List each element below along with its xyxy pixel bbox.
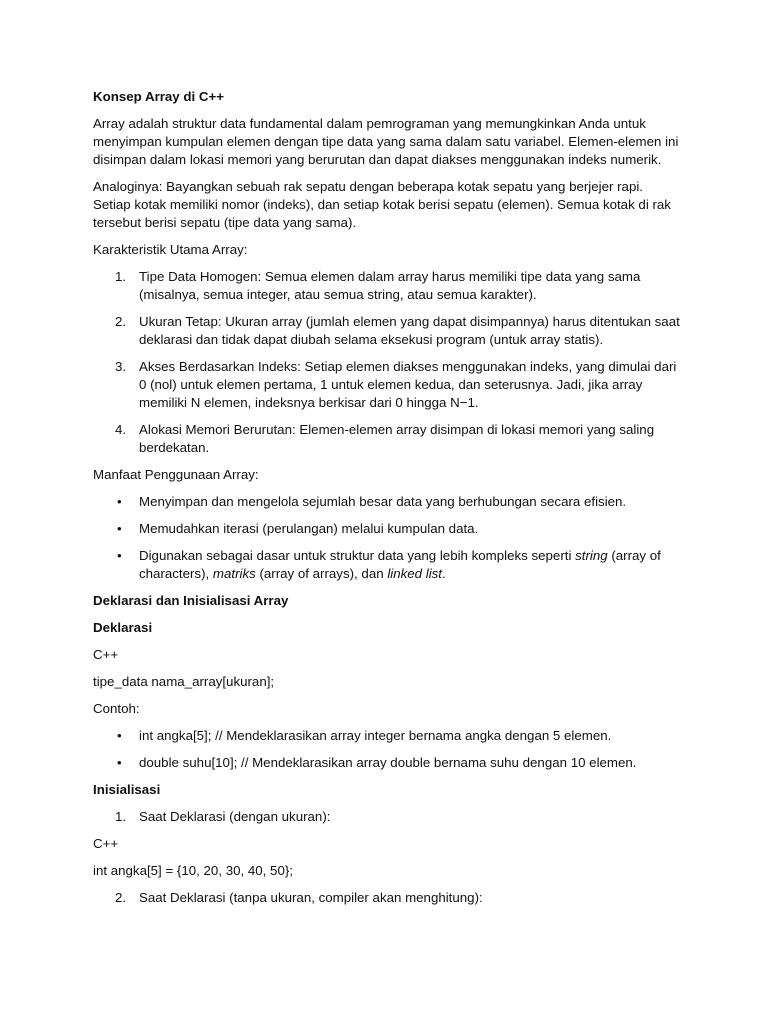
list-item (93, 808, 683, 826)
benefits-heading: Manfaat Penggunaan Array: (93, 467, 259, 482)
code-language-label: C++ (93, 647, 119, 662)
text-run: Digunakan sebagai dasar untuk struktur data yang lebih kompleks seperti (139, 548, 576, 563)
italic-term: string (575, 548, 608, 563)
list-item-text: Akses Berdasarkan Indeks: Setiap elemen diakses menggunakan indeks, yang dimulai dari 0 (nol) untuk elemen pertama, 1 untuk elemen kedua, dan seterusnya. Jadi, jika array memiliki N elemen, indeksnya berkisar dari 0 hingga N−1. (139, 359, 677, 410)
list-item (93, 313, 683, 349)
italic-term: matriks (212, 566, 256, 581)
intro-paragraph: Array adalah struktur data fundamental dalam pemrograman yang memungkinkan Anda untuk menyimpan kumpulan elemen dengan tipe data yang sama dalam satu variabel. Elemen-elemen ini disimpan dalam lokasi memori yang berurutan dan dapat diakses menggunakan indeks numerik. (93, 116, 679, 167)
bullet-icon: • (117, 755, 122, 770)
init-list-1 (93, 808, 683, 826)
subsection-heading: Inisialisasi (93, 782, 161, 797)
list-item (93, 493, 683, 511)
list-number: 3. (115, 359, 127, 374)
list-item-text: int angka[5]; // Mendeklarasikan array integer bernama angka dengan 5 elemen. (139, 728, 612, 743)
list-item (93, 520, 683, 538)
example-label: Contoh: (93, 701, 140, 716)
list-item (93, 889, 683, 907)
text-run: (array of characters), (139, 548, 661, 581)
bullet-icon: • (117, 494, 122, 509)
list-item-text: Tipe Data Homogen: Semua elemen dalam array harus memiliki tipe data yang sama (misalnya, semua integer, atau semua string, atau semua karakter). (139, 269, 641, 302)
list-item (93, 268, 683, 304)
bullet-icon: • (117, 548, 122, 563)
list-item-text: Saat Deklarasi (dengan ukuran): (139, 809, 331, 824)
characteristics-heading: Karakteristik Utama Array: (93, 242, 248, 257)
list-item-text: Memudahkan iterasi (perulangan) melalui kumpulan data. (139, 521, 479, 536)
document-title: Konsep Array di C++ (93, 89, 225, 104)
code-line: tipe_data nama_array[ukuran]; (93, 674, 275, 689)
init-list-2 (93, 889, 683, 907)
list-number: 1. (115, 809, 127, 824)
list-number: 1. (115, 269, 127, 284)
text-run: (array of arrays), dan (255, 566, 388, 581)
benefits-list (93, 493, 683, 583)
list-item-text: double suhu[10]; // Mendeklarasikan array double bernama suhu dengan 10 elemen. (139, 755, 637, 770)
list-item-text (139, 548, 661, 581)
bullet-icon: • (117, 728, 122, 743)
code-language-label: C++ (93, 836, 119, 851)
list-number: 2. (115, 890, 127, 905)
list-item-text: Alokasi Memori Berurutan: Elemen-elemen array disimpan di lokasi memori yang saling berdekatan. (139, 422, 655, 455)
list-item (93, 421, 683, 457)
italic-term: linked list (387, 566, 442, 581)
code-line: int angka[5] = {10, 20, 30, 40, 50}; (93, 863, 293, 878)
text-run: . (442, 566, 446, 581)
bullet-icon: • (117, 521, 122, 536)
list-item (93, 754, 683, 772)
list-number: 4. (115, 422, 127, 437)
list-item (93, 358, 683, 412)
section-heading: Deklarasi dan Inisialisasi Array (93, 593, 289, 608)
examples-list (93, 727, 683, 772)
analogy-paragraph: Analoginya: Bayangkan sebuah rak sepatu dengan beberapa kotak sepatu yang berjejer rapi. Setiap kotak memiliki nomor (indeks), dan setiap kotak berisi sepatu (elemen). Semua kotak di rak tersebut berisi sepatu (tipe data yang sama). (93, 179, 671, 230)
subsection-heading: Deklarasi (93, 620, 153, 635)
list-number: 2. (115, 314, 127, 329)
list-item (93, 547, 683, 583)
list-item (93, 727, 683, 745)
characteristics-list (93, 268, 683, 457)
list-item-text: Saat Deklarasi (tanpa ukuran, compiler akan menghitung): (139, 890, 483, 905)
list-item-text: Ukuran Tetap: Ukuran array (jumlah elemen yang dapat disimpannya) harus ditentukan saat deklarasi dan tidak dapat diubah selama eksekusi program (untuk array statis). (139, 314, 680, 347)
document-body (93, 88, 683, 916)
list-item-text: Menyimpan dan mengelola sejumlah besar data yang berhubungan secara efisien. (139, 494, 627, 509)
